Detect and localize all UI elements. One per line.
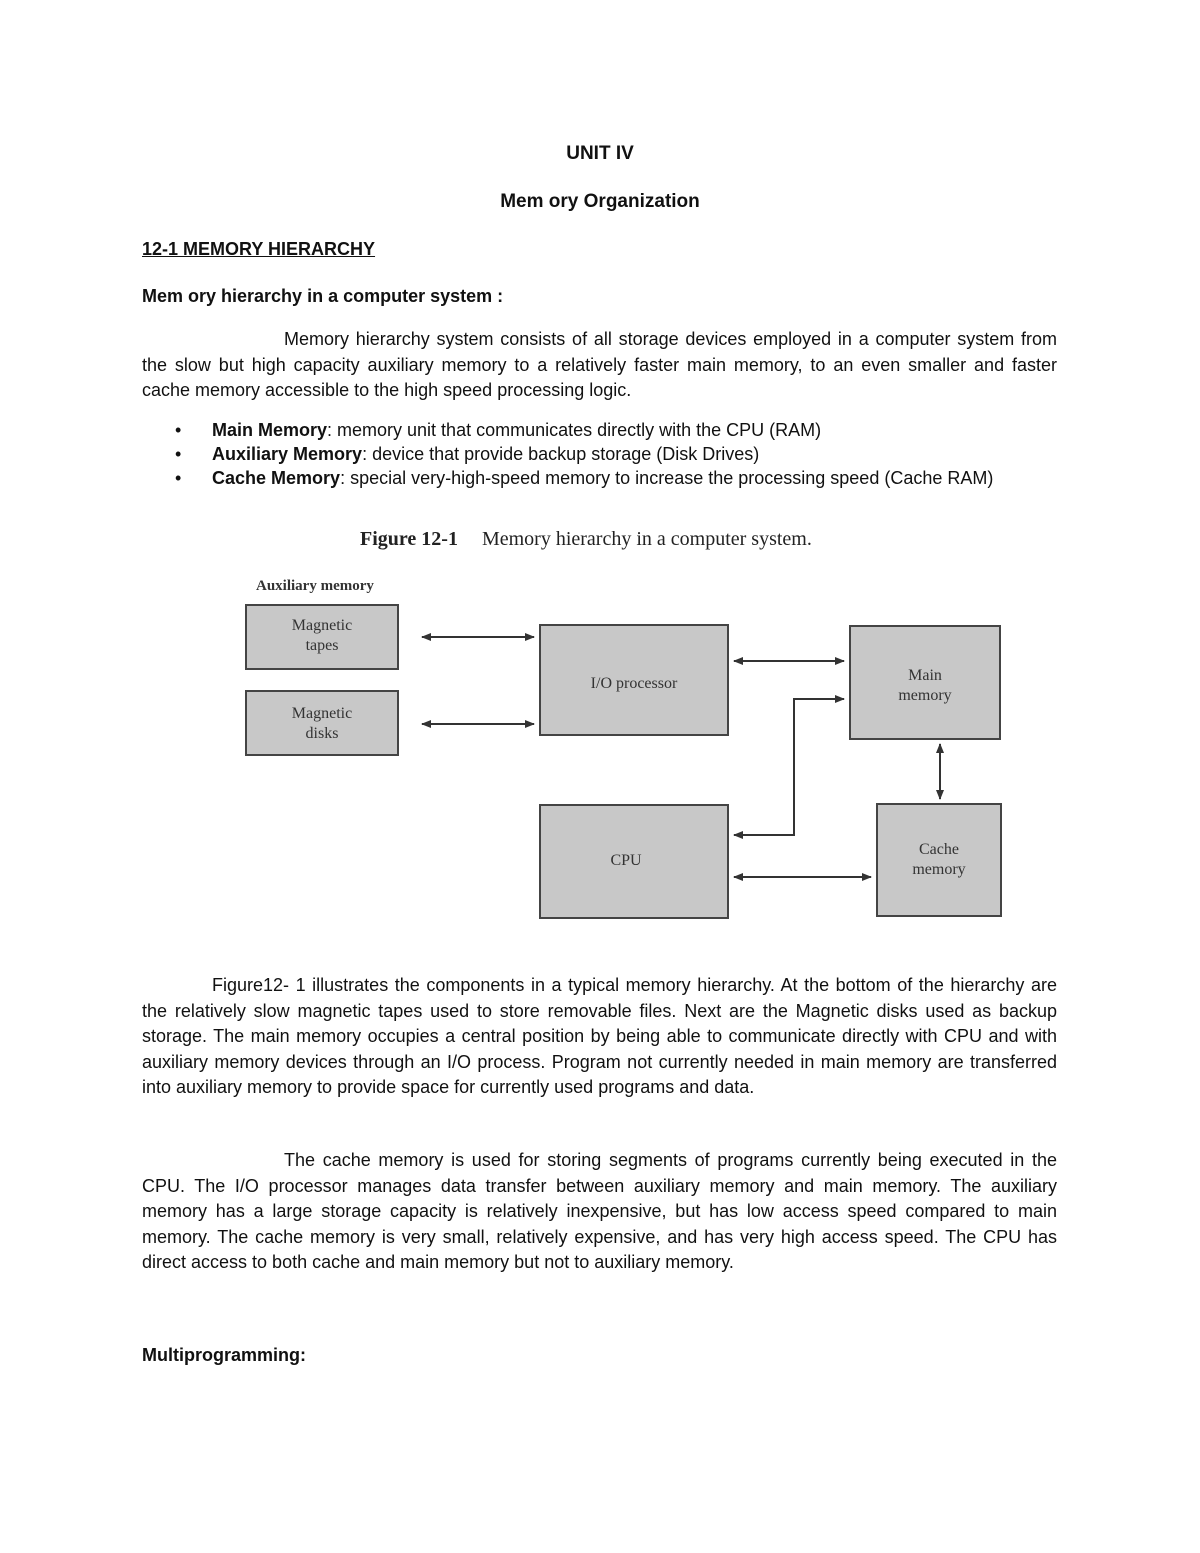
main-label-line1: Main	[908, 667, 942, 684]
main-label-line2: memory	[898, 687, 952, 704]
tapes-label-line2: tapes	[305, 637, 339, 654]
memory-hierarchy-diagram	[160, 595, 1020, 945]
figure-number: Figure 12-1	[360, 528, 458, 550]
figure-title: Memory hierarchy in a computer system.	[481, 528, 812, 550]
intro-paragraph: Memory hierarchy system consists of all storage devices employed in a computer system from the slow but high capacity auxiliary memory to a relatively faster main memory, to an even smaller and faster cache memory accessible to the high speed processing logic.	[142, 329, 1057, 400]
figure-caption	[360, 528, 812, 551]
term-cache-memory: Cache Memory	[212, 468, 341, 488]
definition-text: : device that provide backup storage (Disk Drives)	[362, 444, 760, 464]
list-item	[142, 466, 1057, 490]
tapes-label-line1: Magnetic	[291, 617, 353, 634]
bullet-icon: •	[175, 444, 182, 464]
figure-explanation-paragraph: Figure12- 1 illustrates the components in a typical memory hierarchy. At the bottom of the hierarchy are the relatively slow magnetic tapes used to store removable files. Next are the Magnetic disks used as backup storage. The main memory occupies a central position by being able to communicate directly with CPU and with auxiliary memory devices through an I/O process. Program not currently needed in main memory are transferred into auxiliary memory to provide space for currently used programs and data.	[142, 975, 1057, 1097]
cpu-main-connector	[734, 699, 844, 835]
list-item	[142, 442, 1057, 466]
subheading: Mem ory hierarchy in a computer system :	[142, 286, 504, 306]
cache-paragraph: The cache memory is used for storing segments of programs currently being executed in the CPU. The I/O processor manages data transfer between auxiliary memory and main memory. The auxiliary memory has a large storage capacity is relatively inexpensive, but has low access speed compared to main memory. The cache memory is very small, relatively expensive, and has very high access speed. The CPU has direct access to both cache and main memory but not to auxiliary memory.	[142, 1150, 1057, 1272]
disks-label-line2: disks	[305, 725, 339, 742]
cpu-label: CPU	[610, 852, 642, 869]
term-auxiliary-memory: Auxiliary Memory	[212, 444, 363, 464]
definition-text: : special very-high-speed memory to increase the processing speed (Cache RAM)	[340, 468, 994, 488]
bullet-icon: •	[175, 468, 182, 488]
magnetic-disks-box	[246, 691, 398, 755]
multiprogramming-heading: Multiprogramming:	[142, 1345, 306, 1365]
definition-text: : memory unit that communicates directly with the CPU (RAM)	[327, 420, 822, 440]
chapter-title: Mem ory Organization	[500, 191, 700, 212]
definition-list	[142, 418, 1057, 490]
bullet-icon: •	[175, 420, 182, 440]
unit-title: UNIT IV	[566, 143, 634, 164]
term-main-memory: Main Memory	[212, 420, 328, 440]
section-heading: 12-1 MEMORY HIERARCHY	[142, 239, 376, 259]
cache-label-line2: memory	[912, 861, 966, 878]
io-processor-label: I/O processor	[590, 675, 678, 692]
cache-label-line1: Cache	[919, 841, 959, 858]
disks-label-line1: Magnetic	[291, 705, 353, 722]
cache-memory-box	[877, 804, 1001, 916]
auxiliary-memory-label: Auxiliary memory	[256, 578, 374, 594]
list-item	[142, 418, 1057, 442]
